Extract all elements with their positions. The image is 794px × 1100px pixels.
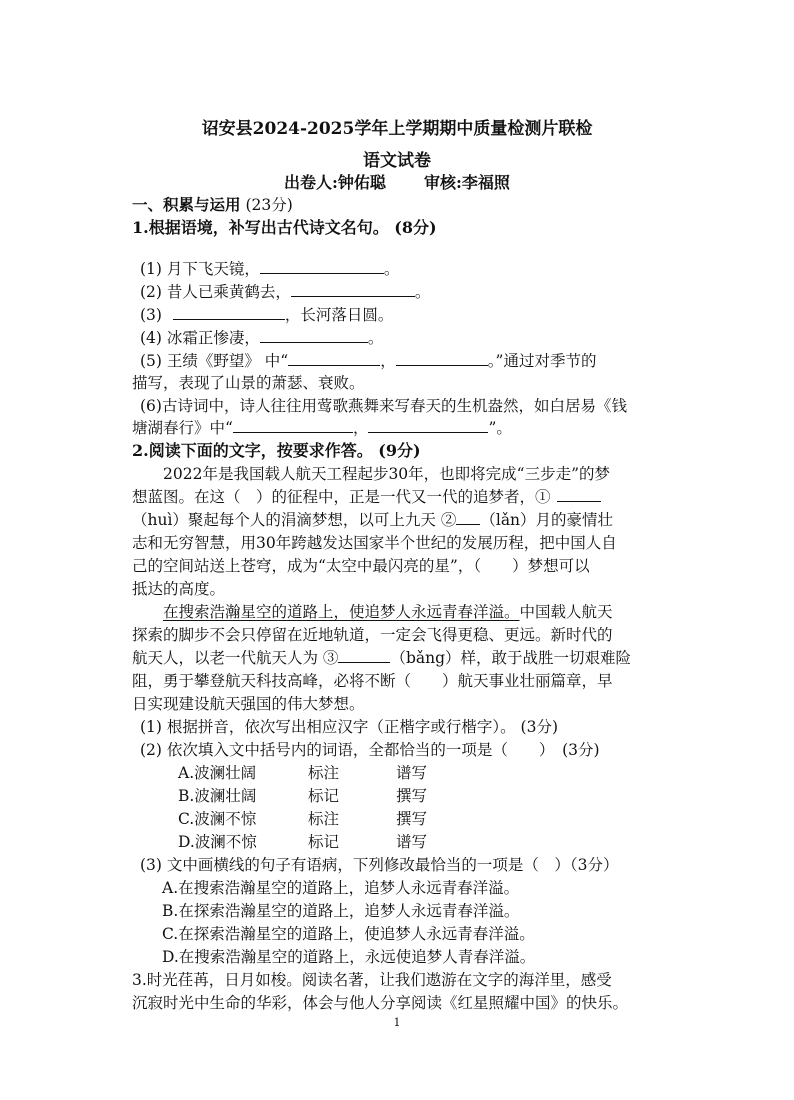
passage-text: （lǎn）月的豪情壮 (480, 511, 614, 529)
item-text: (5) 王绩《野望》 中“ (140, 352, 289, 370)
exam-subject: 语文试卷 (363, 151, 431, 171)
section-score: (23分) (245, 196, 293, 214)
q1-item-1 (140, 258, 399, 280)
q2-subquestion-3: (3) 文中画横线的句子有语病，下列修改最恰当的一项是（ ）（3分） (140, 856, 619, 874)
option-row[interactable] (178, 831, 427, 853)
option-row[interactable]: B.在探索浩瀚星空的道路上，追梦人永远青春洋溢。 (162, 902, 520, 920)
answer-blank[interactable] (288, 350, 380, 366)
option-word: 谱写 (396, 764, 428, 782)
option-label: D.波澜不惊 (178, 833, 257, 851)
option-word: 撰写 (396, 787, 428, 805)
passage-text: 想蓝图。在这（ ）的征程中，正是一代又一代的追梦者，① (132, 488, 551, 506)
answer-blank[interactable] (557, 486, 601, 502)
q2-passage-line (132, 486, 601, 508)
item-text-end: ，长河落日圆。 (284, 306, 394, 324)
q2-passage-line: 2022年是我国载人航天工程起步30年，也即将完成“三步走”的梦 (163, 465, 611, 483)
option-word: 标注 (308, 810, 340, 828)
option-word: 谱写 (396, 833, 428, 851)
item-number: (1) (140, 260, 162, 278)
q1-item-6: (6)古诗词中，诗人往往用莺歌燕舞来写春天的生机盎然，如白居易《钱 (140, 397, 627, 415)
item-text-end: 。 (414, 283, 431, 301)
passage-text: （bǎng）样，敢于战胜一切艰难险 (390, 649, 632, 667)
q1-item-5-cont: 描写，表现了山景的萧瑟、衰败。 (132, 374, 365, 392)
item-text: 。”通过对季节的 (487, 352, 597, 370)
answer-blank[interactable] (291, 281, 415, 297)
question-3-line: 沉寂时光中生命的华彩，体会与他人分享阅读《红星照耀中国》的快乐。 (132, 994, 629, 1012)
reviewer-label: 审核:李福照 (424, 173, 510, 192)
item-text-end: 。 (383, 260, 400, 278)
option-row[interactable]: C.在探索浩瀚星空的道路上，使追梦人永远青春洋溢。 (162, 925, 535, 943)
option-label: B.波澜壮阔 (178, 787, 257, 805)
q2-passage-line (132, 509, 613, 531)
answer-blank[interactable] (396, 350, 488, 366)
section-heading (132, 194, 293, 216)
question-1-heading: 1.根据语境，补写出古代诗文名句。 (8分) (132, 218, 437, 237)
section-title: 一、积累与运用 (132, 195, 241, 214)
answer-blank[interactable] (260, 258, 384, 274)
answer-blank[interactable] (233, 417, 353, 433)
option-row[interactable]: D.在搜索浩瀚星空的道路上，永远使追梦人青春洋溢。 (162, 948, 536, 966)
item-number: (4) (140, 329, 162, 347)
answer-blank[interactable] (456, 509, 480, 525)
q2-passage-line: 阻，勇于攀登航天科技高峰，必将不断（ ）航天事业壮丽篇章，早 (132, 672, 613, 690)
q2-passage-line (132, 647, 631, 669)
q2-subquestion-2: (2) 依次填入文中括号内的词语，全都恰当的一项是（ ） (3分) (140, 741, 600, 759)
item-text: ， (380, 352, 396, 370)
item-text: 昔人已乘黄鹤去， (166, 283, 291, 301)
item-text: 月下飞天镜， (166, 260, 260, 278)
passage-text: 航天人，以老一代航天人为 ③ (132, 649, 339, 667)
q2-passage-line: 探索的脚步不会只停留在近地轨道，一定会飞得更稳、更远。新时代的 (132, 626, 613, 644)
option-row[interactable] (178, 785, 427, 807)
underlined-sentence: 在搜索浩瀚星空的道路上，使追梦人永远青春洋溢。 (163, 603, 520, 621)
option-word: 标注 (308, 764, 340, 782)
item-text: ”。 (488, 419, 512, 437)
item-text: ， (352, 419, 369, 437)
option-row[interactable] (178, 762, 427, 784)
author-label: 出卷人:钟佑聪 (284, 173, 386, 192)
option-word: 标记 (308, 833, 340, 851)
page-number: 1 (393, 1016, 401, 1029)
question-2-heading: 2.阅读下面的文字，按要求作答。 (9分) (132, 441, 421, 460)
q2-passage-line: 抵达的高度。 (132, 580, 226, 598)
q1-item-6-cont (132, 417, 512, 439)
option-row[interactable]: A.在搜索浩瀚星空的道路上，追梦人永远青春洋溢。 (162, 879, 520, 897)
q2-passage-line: 己的空间站送上苍穹，成为“太空中最闪亮的星”，（ ）梦想可以 (132, 557, 590, 575)
question-3-line: 3.时光荏苒，日月如梭。阅读名著，让我们遨游在文字的海洋里，感受 (132, 971, 612, 989)
option-word: 标记 (308, 787, 340, 805)
q2-passage-line: 志和无穷智慧，用30年跨越发达国家半个世纪的发展历程，把中国人自 (132, 534, 617, 552)
passage-text: 中国载人航天 (519, 603, 613, 621)
item-number: (3) (140, 306, 162, 324)
option-word: 撰写 (396, 810, 428, 828)
option-row[interactable] (178, 808, 427, 830)
q1-item-2 (140, 281, 430, 303)
exam-title: 诏安县2024-2025学年上学期期中质量检测片联检 (201, 119, 593, 139)
item-number: (2) (140, 283, 162, 301)
answer-blank[interactable] (173, 304, 285, 320)
passage-text: （huì）聚起每个人的涓滴梦想，以可上九天 ② (132, 511, 457, 529)
answer-blank[interactable] (338, 647, 390, 663)
option-label: C.波澜不惊 (178, 810, 257, 828)
q2-subquestion-1: (1) 根据拼音，依次写出相应汉字（正楷字或行楷字）。 (3分) (140, 718, 559, 736)
q2-passage-line (163, 601, 613, 623)
option-label: A.波澜壮阔 (178, 764, 257, 782)
q1-item-3 (140, 304, 393, 326)
item-text: 冰霜正惨凄， (166, 329, 260, 347)
q2-passage-line: 日实现建设航天强国的伟大梦想。 (132, 695, 365, 713)
item-text: 塘湖春行》中“ (132, 419, 233, 437)
q1-item-5 (140, 350, 596, 372)
answer-blank[interactable] (368, 417, 488, 433)
q1-item-4 (140, 327, 383, 349)
item-text-end: 。 (367, 329, 384, 347)
answer-blank[interactable] (260, 327, 368, 343)
